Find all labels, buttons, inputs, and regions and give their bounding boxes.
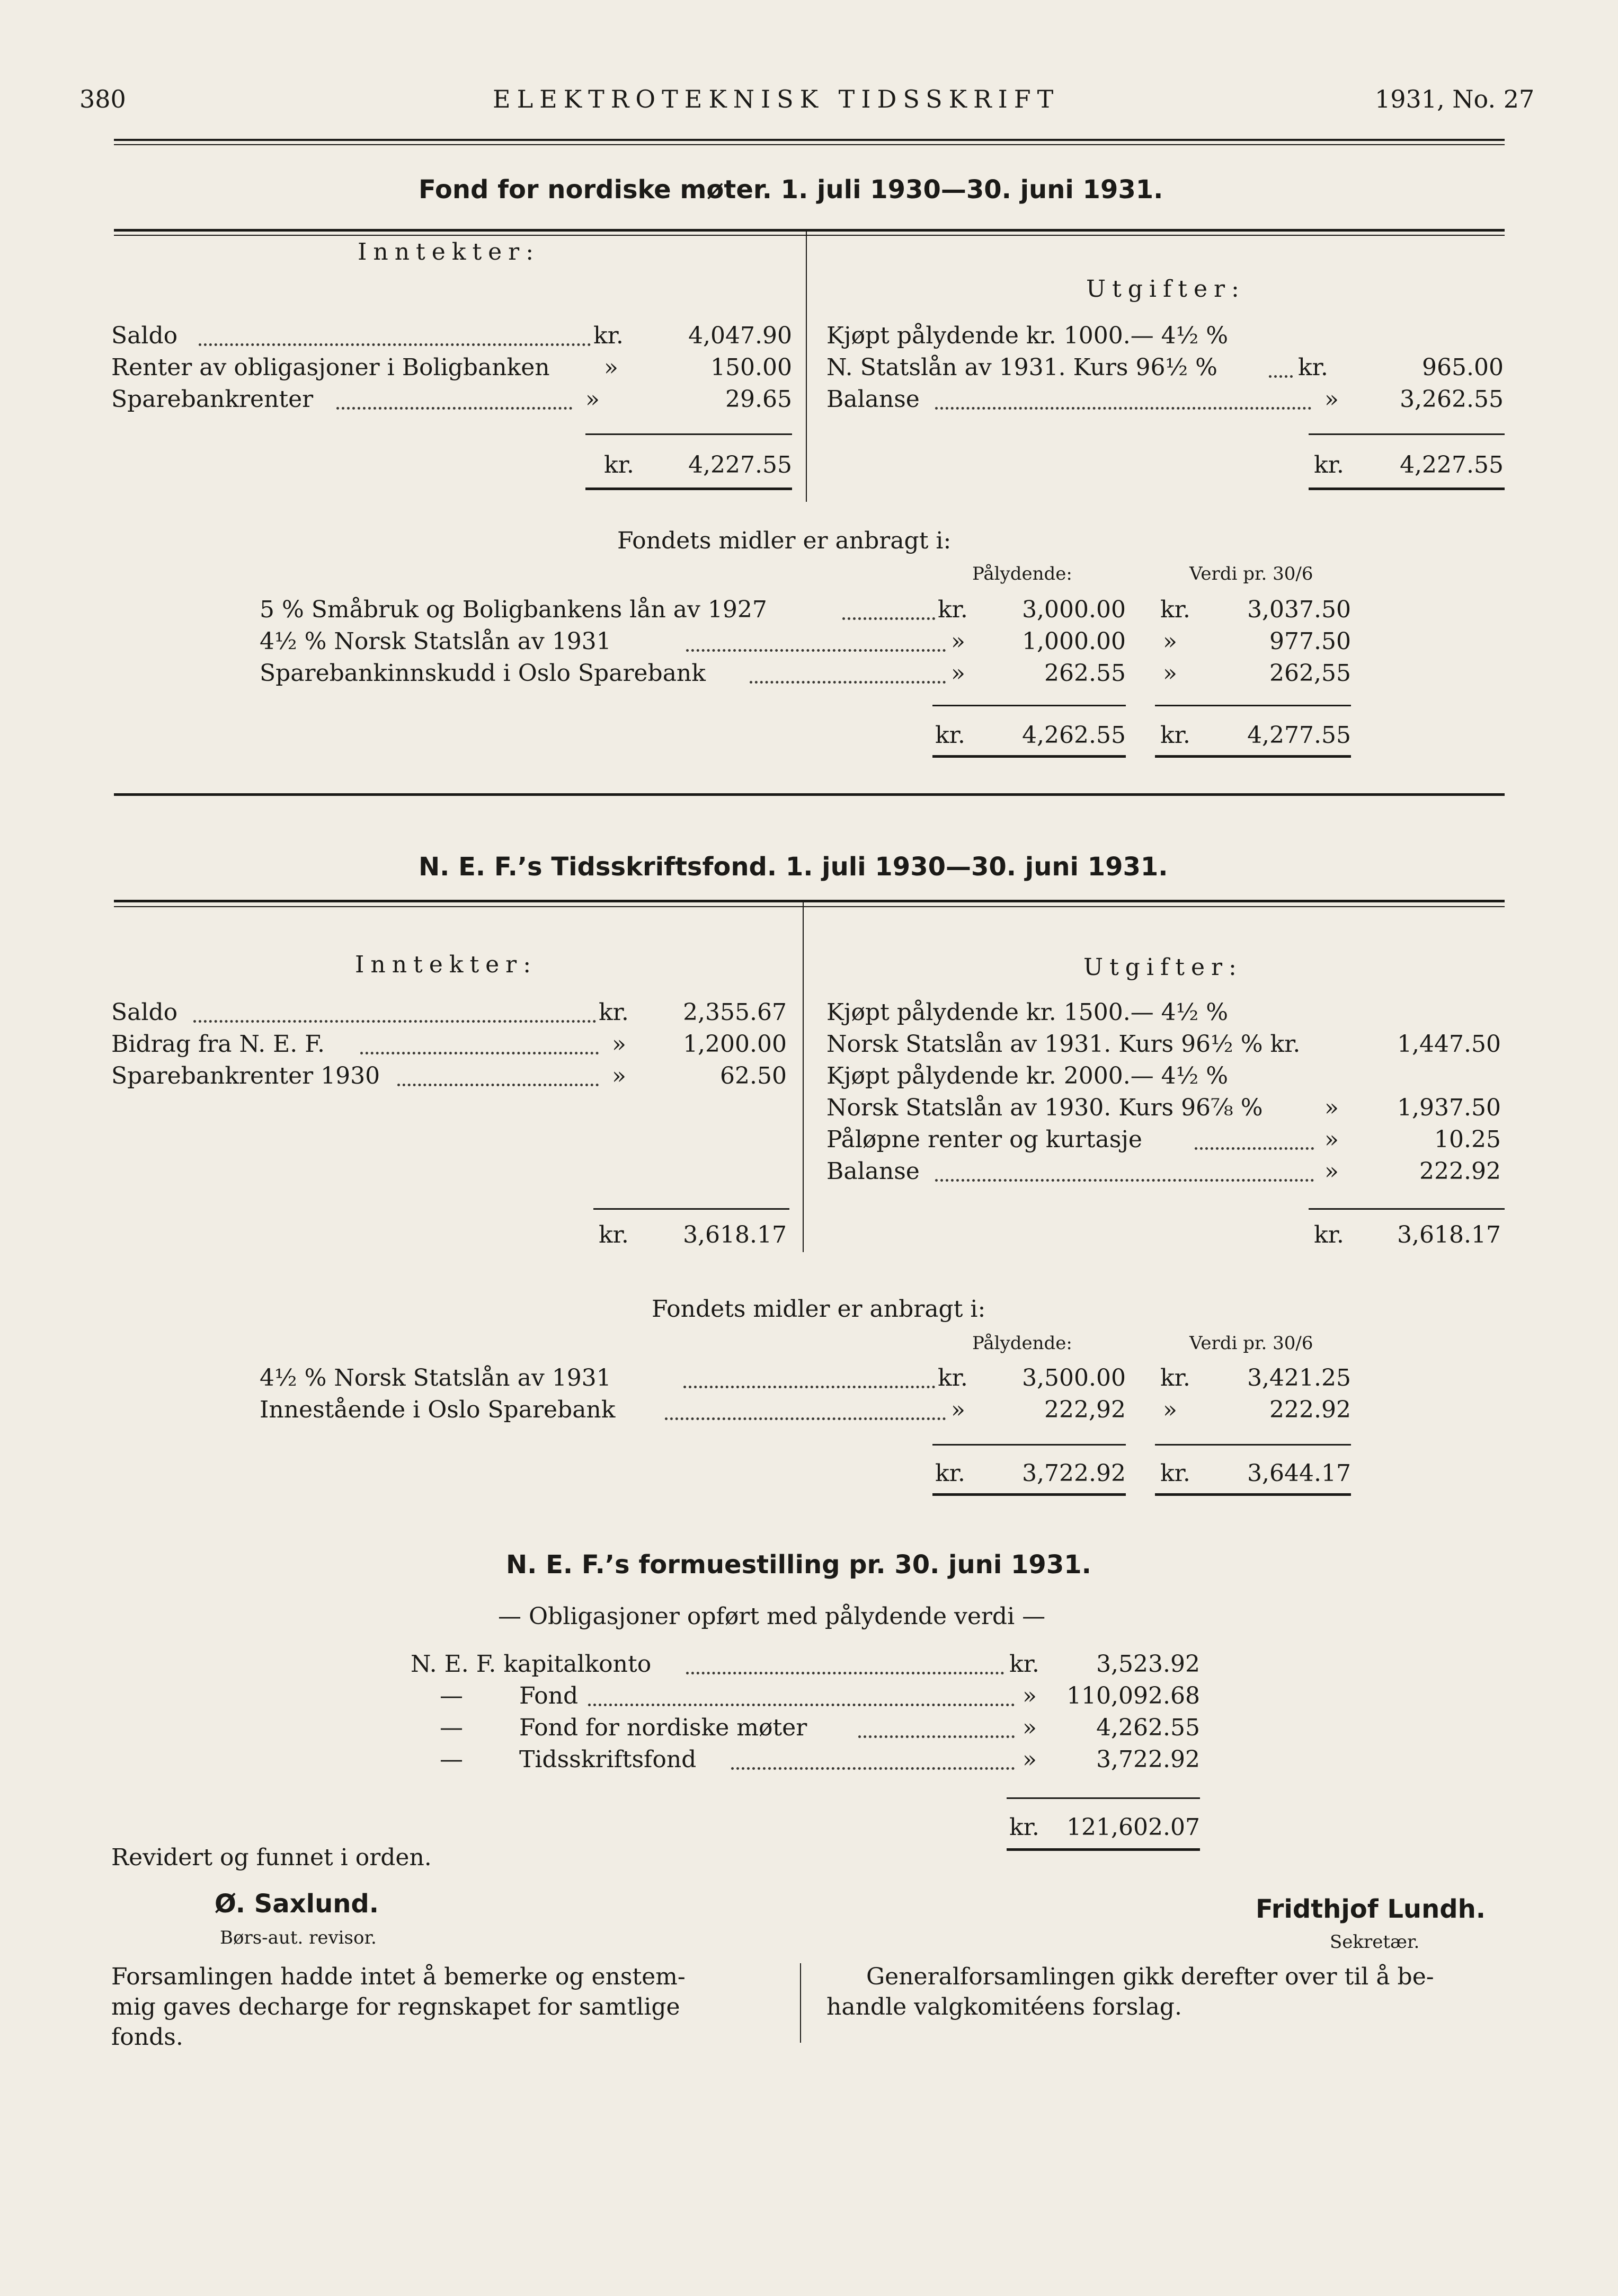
dot-leader (1269, 375, 1293, 378)
asset-currency-1: kr. (938, 596, 968, 623)
fond2-assets-total-v1: 3,722.92 (1022, 1460, 1126, 1487)
expense-label: Kjøpt pålydende kr. 2000.— 4½ % (826, 1062, 1229, 1089)
income-value: 2,355.67 (683, 999, 787, 1026)
fond1-title: Fond for nordiske møter. 1. juli 1930—30. juni 1931. (419, 175, 1163, 205)
formue-value: 110,092.68 (1066, 1682, 1200, 1709)
left-paragraph-line: mig gaves decharge for regnskapet for samtlige (111, 1993, 680, 2020)
expense-currency: » (1324, 386, 1339, 413)
formue-dash: — (440, 1746, 463, 1773)
expense-currency: » (1324, 1126, 1339, 1153)
dot-leader (842, 617, 935, 620)
income-currency: » (612, 1062, 626, 1089)
header-rule (114, 139, 1505, 141)
fond2-assets-sum-rule-2 (1155, 1444, 1351, 1446)
expense-label: Norsk Statslån av 1931. Kurs 96½ % kr. (826, 1031, 1301, 1058)
income-value: 1,200.00 (683, 1031, 787, 1058)
fond1-assets-total-v2: 4,277.55 (1247, 722, 1351, 749)
journal-title: ELEKTROTEKNISK TIDSSKRIFT (493, 85, 1060, 113)
dot-leader (686, 1672, 1004, 1674)
asset-verdi: 977.50 (1269, 628, 1351, 655)
footer-divider (800, 1963, 801, 2043)
formue-total-currency: kr. (1009, 1814, 1039, 1841)
expense-label: Kjøpt pålydende kr. 1000.— 4½ % (826, 322, 1229, 349)
fond1-total-currency-exp: kr. (1314, 451, 1344, 478)
left-paragraph-line: fonds. (111, 2024, 183, 2051)
formue-currency: » (1023, 1746, 1037, 1773)
page-number: 380 (79, 85, 126, 113)
dot-leader (360, 1052, 599, 1054)
asset-label: Innestående i Oslo Sparebank (260, 1396, 616, 1423)
fond1-total-expense: 4,227.55 (1400, 451, 1504, 478)
income-label: Bidrag fra N. E. F. (111, 1031, 325, 1058)
fond2-total-currency-exp: kr. (1314, 1221, 1344, 1248)
fond1-inntekter-heading: Inntekter: (358, 238, 540, 265)
income-label: Saldo (111, 322, 178, 349)
asset-currency-2: kr. (1160, 1364, 1190, 1391)
dot-leader (1195, 1147, 1314, 1150)
revisor-title: Børs-aut. revisor. (220, 1927, 377, 1948)
fond2-inntekter-heading: Inntekter: (355, 951, 538, 978)
expense-value: 10.25 (1434, 1126, 1501, 1153)
asset-verdi: 262,55 (1269, 660, 1351, 687)
right-paragraph-line: Generalforsamlingen gikk derefter over til å be- (866, 1963, 1434, 1990)
issue-number: 1931, No. 27 (1375, 85, 1535, 113)
income-value: 29.65 (725, 386, 792, 413)
income-label: Saldo (111, 999, 178, 1026)
expense-value: 3,262.55 (1400, 386, 1504, 413)
asset-currency-1: » (951, 628, 965, 655)
expense-label: Balanse (826, 1158, 920, 1185)
fond2-top-rule-thin (114, 906, 1505, 907)
fond1-expense-total-rule (1309, 487, 1505, 490)
revidert-text: Revidert og funnet i orden. (111, 1844, 432, 1871)
fond1-income-total-rule (585, 487, 792, 490)
fond1-col-verdi: Verdi pr. 30/6 (1189, 563, 1313, 584)
fond1-expense-sum-rule (1309, 433, 1505, 435)
sekretaer-title: Sekretær. (1330, 1931, 1420, 1953)
asset-label: 5 % Småbruk og Boligbankens lån av 1927 (260, 596, 767, 623)
income-currency: » (585, 386, 600, 413)
asset-currency-2: kr. (1160, 596, 1190, 623)
asset-label: Sparebankinnskudd i Oslo Sparebank (260, 660, 706, 687)
dot-leader (686, 649, 946, 652)
asset-currency-2: » (1163, 628, 1177, 655)
fond2-assets-total-c1: kr. (935, 1460, 965, 1487)
asset-label: 4½ % Norsk Statslån av 1931 (260, 628, 611, 655)
asset-palydende: 3,000.00 (1022, 596, 1126, 623)
fond1-assets-sum-rule-1 (932, 705, 1126, 706)
fond2-title: N. E. F.’s Tidsskriftsfond. 1. juli 1930—30. juni 1931. (419, 852, 1168, 882)
income-label: Sparebankrenter (111, 386, 314, 413)
dot-leader (588, 1704, 1015, 1706)
formue-label: Fond for nordiske møter (519, 1714, 807, 1741)
fond2-income-sum-rule (593, 1208, 789, 1210)
asset-palydende: 262.55 (1044, 660, 1126, 687)
fond2-col-verdi: Verdi pr. 30/6 (1189, 1333, 1313, 1354)
formue-label: N. E. F. kapitalkonto (411, 1651, 652, 1678)
fond2-divider (803, 902, 804, 1252)
expense-value: 965.00 (1422, 354, 1504, 381)
fond1-income-sum-rule (585, 433, 792, 435)
fond1-midler-title: Fondets midler er anbragt i: (617, 527, 952, 554)
fond2-midler-title: Fondets midler er anbragt i: (652, 1296, 986, 1323)
fond2-assets-sum-rule-1 (932, 1444, 1126, 1446)
asset-verdi: 3,421.25 (1247, 1364, 1351, 1391)
formue-currency: kr. (1009, 1651, 1039, 1678)
income-currency: » (604, 354, 618, 381)
formue-total: 121,602.07 (1066, 1814, 1200, 1841)
income-value: 62.50 (720, 1062, 787, 1089)
expense-value: 1,447.50 (1397, 1031, 1501, 1058)
section-separator (114, 793, 1505, 796)
formue-value: 3,523.92 (1096, 1651, 1200, 1678)
formue-label: Tidsskriftsfond (519, 1746, 697, 1773)
fond1-divider (806, 232, 807, 502)
income-value: 150.00 (710, 354, 792, 381)
fond1-assets-total-rule-2 (1155, 755, 1351, 758)
formue-dash: — (440, 1714, 463, 1741)
expense-value: 222.92 (1419, 1158, 1501, 1185)
dot-leader (683, 1386, 935, 1388)
formue-total-rule (1007, 1848, 1200, 1851)
income-label: Renter av obligasjoner i Boligbanken (111, 354, 550, 381)
expense-label: Kjøpt pålydende kr. 1500.— 4½ % (826, 999, 1229, 1026)
asset-currency-1: » (951, 1396, 965, 1423)
sekretaer-signature: Fridthjof Lundh. (1256, 1894, 1486, 1924)
left-paragraph-line: Forsamlingen hadde intet å bemerke og enstem- (111, 1963, 686, 1990)
formue-subtitle: — Obligasjoner opført med pålydende verdi — (498, 1603, 1046, 1630)
fond1-assets-total-c1: kr. (935, 722, 965, 749)
fond2-assets-total-rule-2 (1155, 1493, 1351, 1496)
expense-currency: kr. (1298, 354, 1328, 381)
expense-label: Balanse (826, 386, 920, 413)
asset-currency-1: kr. (938, 1364, 968, 1391)
fond1-top-rule-thin (114, 235, 1505, 236)
fond1-col-palydende: Pålydende: (972, 563, 1072, 584)
right-paragraph-line: handle valgkomitéens forslag. (826, 1993, 1182, 2020)
dot-leader (199, 343, 591, 346)
fond1-assets-total-c2: kr. (1160, 722, 1190, 749)
fond1-assets-sum-rule-2 (1155, 705, 1351, 706)
dot-leader (193, 1020, 596, 1023)
fond2-total-income: 3,618.17 (683, 1221, 787, 1248)
formue-currency: » (1023, 1714, 1037, 1741)
asset-verdi: 222.92 (1269, 1396, 1351, 1423)
formue-dash: — (440, 1682, 463, 1709)
asset-palydende: 3,500.00 (1022, 1364, 1126, 1391)
dot-leader (336, 407, 572, 410)
fond1-assets-total-rule-1 (932, 755, 1126, 758)
expense-label: Påløpne renter og kurtasje (826, 1126, 1142, 1153)
formue-value: 4,262.55 (1096, 1714, 1200, 1741)
fond1-assets-total-v1: 4,262.55 (1022, 722, 1126, 749)
dot-leader (858, 1735, 1015, 1738)
expense-currency: » (1324, 1158, 1339, 1185)
formue-currency: » (1023, 1682, 1037, 1709)
dot-leader (750, 681, 946, 684)
fond2-assets-total-rule-1 (932, 1493, 1126, 1496)
asset-currency-1: » (951, 660, 965, 687)
revisor-signature: Ø. Saxlund. (215, 1889, 379, 1919)
asset-currency-2: » (1163, 660, 1177, 687)
formue-sum-rule (1007, 1797, 1200, 1799)
income-label: Sparebankrenter 1930 (111, 1062, 380, 1089)
income-currency: » (612, 1031, 626, 1058)
asset-verdi: 3,037.50 (1247, 596, 1351, 623)
asset-palydende: 1,000.00 (1022, 628, 1126, 655)
expense-label: Norsk Statslån av 1930. Kurs 96⅞ % (826, 1094, 1263, 1121)
fond2-expense-sum-rule (1309, 1208, 1505, 1210)
fond2-assets-total-v2: 3,644.17 (1247, 1460, 1351, 1487)
formue-label: Fond (519, 1682, 579, 1709)
dot-leader (665, 1417, 946, 1420)
asset-palydende: 222,92 (1044, 1396, 1126, 1423)
fond2-assets-total-c2: kr. (1160, 1460, 1190, 1487)
asset-label: 4½ % Norsk Statslån av 1931 (260, 1364, 611, 1391)
dot-leader (935, 407, 1311, 410)
income-currency: kr. (599, 999, 629, 1026)
expense-currency: » (1324, 1094, 1339, 1121)
fond1-top-rule (114, 229, 1505, 232)
asset-currency-2: » (1163, 1396, 1177, 1423)
fond2-top-rule (114, 900, 1505, 902)
fond1-utgifter-heading: Utgifter: (1086, 276, 1246, 303)
income-currency: kr. (593, 322, 624, 349)
dot-leader (397, 1084, 599, 1086)
fond2-total-currency: kr. (599, 1221, 629, 1248)
fond2-total-expense: 3,618.17 (1397, 1221, 1501, 1248)
fond2-col-palydende: Pålydende: (972, 1333, 1072, 1354)
expense-label: N. Statslån av 1931. Kurs 96½ % (826, 354, 1217, 381)
income-value: 4,047.90 (688, 322, 792, 349)
fond1-total-income: 4,227.55 (688, 451, 792, 478)
dot-leader (935, 1179, 1314, 1182)
dot-leader (731, 1767, 1015, 1770)
formue-title: N. E. F.’s formuestilling pr. 30. juni 1931. (506, 1550, 1091, 1580)
formue-value: 3,722.92 (1096, 1746, 1200, 1773)
expense-value: 1,937.50 (1397, 1094, 1501, 1121)
header-rule-thin (114, 144, 1505, 145)
fond1-total-currency: kr. (604, 451, 634, 478)
fond2-utgifter-heading: Utgifter: (1083, 954, 1243, 981)
